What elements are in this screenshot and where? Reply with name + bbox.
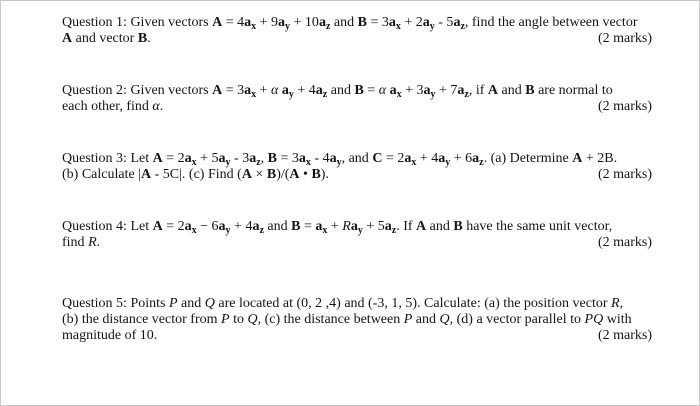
question-2-marks: (2 marks) <box>597 99 652 114</box>
question-5-line-3: magnitude of 10. <box>62 328 158 343</box>
question-4-marks: (2 marks) <box>597 235 652 250</box>
question-1-marks: (2 marks) <box>597 31 652 46</box>
question-2 <box>62 83 652 115</box>
question-5-line-2: (b) the distance vector from P to Q, (c) the distance between P and Q, (d) a vector parallel to PQ with <box>62 312 632 327</box>
question-3-marks: (2 marks) <box>597 167 652 182</box>
question-1-line-1: Question 1: Given vectors $A = 4a_x + 9a_y + 10a_z$ and $B = 3a_x + 2a_y - 5a_z$, find the angle between vector <box>62 15 638 32</box>
question-3 <box>62 151 652 183</box>
question-4-line-1: Question 4: Let $A = 2a_x - 6a_y + 4a_z$ and $B = a_x + Ra_y + 5a_z$. If A and B have the same unit vector, <box>62 219 613 236</box>
question-5-marks: (2 marks) <box>597 328 652 343</box>
question-4-line-2: find R. <box>62 235 101 250</box>
question-1 <box>62 15 652 47</box>
question-2-line-1: Question 2: Given vectors $A = 3a_x + \alpha$ $a_y + 4a_z$ and B = α $a_x + 3a_y + 7a_z$, if A and B are normal to <box>62 83 613 100</box>
question-5 <box>62 296 652 344</box>
question-3-line-1: Question 3: Let $A = 2a_x + 5a_y - 3a_z$, $B = 3a_x - 4a_y$, and $C = 2a_x + 4a_y + 6a_z$. (a) Determine A + 2B. <box>62 151 618 168</box>
question-4 <box>62 219 652 251</box>
question-1-line-2: A and vector B. <box>62 31 151 46</box>
question-2-line-2: each other, find α. <box>62 99 164 114</box>
question-3-line-2: (b) Calculate |A - 5C|. (c) Find (A × B)/(A • B). <box>62 167 329 182</box>
question-5-line-1: Question 5: Points P and Q are located at (0, 2 ,4) and (-3, 1, 5). Calculate: (a) the position vector R, <box>62 296 624 311</box>
